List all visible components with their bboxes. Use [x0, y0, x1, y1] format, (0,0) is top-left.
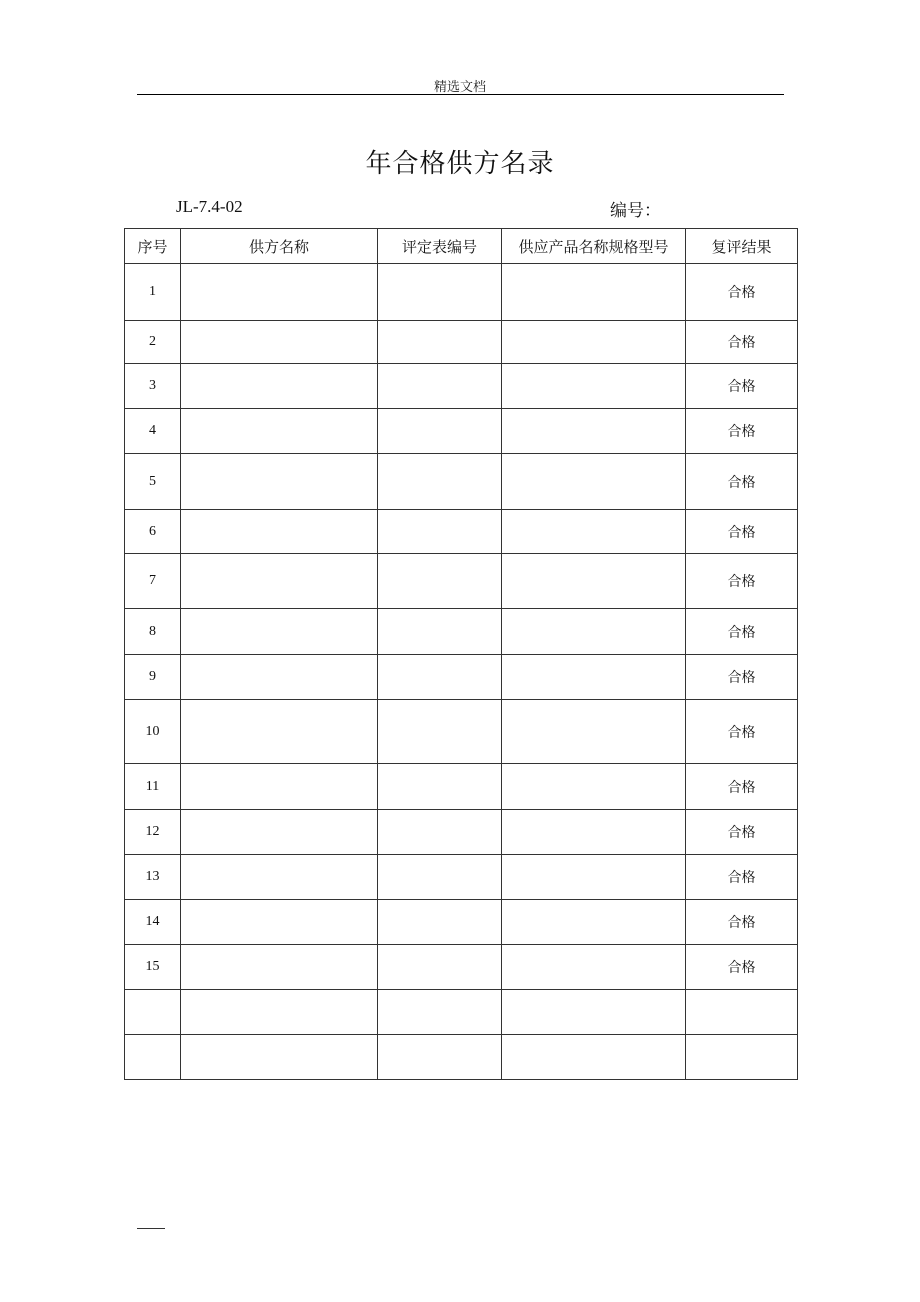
cell-seq: 10 — [125, 700, 181, 764]
cell-evaluation-no — [378, 855, 502, 900]
cell-product-spec — [502, 264, 686, 321]
table-row — [125, 700, 798, 764]
cell-review-result: 合格 — [686, 321, 798, 364]
cell-seq: 12 — [125, 810, 181, 855]
table-row — [125, 990, 798, 1035]
cell-product-spec — [502, 1035, 686, 1080]
table-row — [125, 409, 798, 454]
table-row — [125, 554, 798, 609]
column-header-product-spec: 供应产品名称规格型号 — [502, 229, 686, 264]
cell-supplier-name — [181, 764, 378, 810]
column-header-supplier-name: 供方名称 — [181, 229, 378, 264]
table-row — [125, 510, 798, 554]
cell-review-result — [686, 1035, 798, 1080]
cell-evaluation-no — [378, 764, 502, 810]
cell-supplier-name — [181, 655, 378, 700]
cell-review-result: 合格 — [686, 810, 798, 855]
cell-supplier-name — [181, 810, 378, 855]
cell-review-result: 合格 — [686, 655, 798, 700]
cell-product-spec — [502, 609, 686, 655]
cell-product-spec — [502, 945, 686, 990]
cell-evaluation-no — [378, 409, 502, 454]
cell-review-result: 合格 — [686, 264, 798, 321]
table-row — [125, 855, 798, 900]
cell-seq: 5 — [125, 454, 181, 510]
cell-supplier-name — [181, 1035, 378, 1080]
cell-review-result: 合格 — [686, 454, 798, 510]
cell-seq: 7 — [125, 554, 181, 609]
cell-review-result: 合格 — [686, 409, 798, 454]
cell-seq: 11 — [125, 764, 181, 810]
cell-evaluation-no — [378, 810, 502, 855]
cell-seq: 1 — [125, 264, 181, 321]
cell-evaluation-no — [378, 454, 502, 510]
cell-review-result: 合格 — [686, 700, 798, 764]
cell-review-result: 合格 — [686, 510, 798, 554]
supplier-register-table — [124, 228, 798, 1080]
table-row — [125, 764, 798, 810]
column-header-evaluation-no: 评定表编号 — [378, 229, 502, 264]
cell-supplier-name — [181, 990, 378, 1035]
cell-review-result: 合格 — [686, 764, 798, 810]
cell-evaluation-no — [378, 510, 502, 554]
cell-supplier-name — [181, 554, 378, 609]
cell-product-spec — [502, 700, 686, 764]
cell-evaluation-no — [378, 554, 502, 609]
table-row — [125, 454, 798, 510]
cell-review-result: 合格 — [686, 900, 798, 945]
cell-product-spec — [502, 364, 686, 409]
cell-review-result: 合格 — [686, 855, 798, 900]
cell-supplier-name — [181, 945, 378, 990]
cell-evaluation-no — [378, 655, 502, 700]
cell-seq: 9 — [125, 655, 181, 700]
page-header-text: 精选文档 — [433, 80, 486, 95]
cell-seq: 13 — [125, 855, 181, 900]
cell-review-result: 合格 — [686, 609, 798, 655]
cell-supplier-name — [181, 264, 378, 321]
column-header-review-result: 复评结果 — [686, 229, 798, 264]
cell-evaluation-no — [378, 1035, 502, 1080]
cell-product-spec — [502, 321, 686, 364]
cell-seq: 15 — [125, 945, 181, 990]
cell-review-result: 合格 — [686, 554, 798, 609]
cell-evaluation-no — [378, 700, 502, 764]
cell-evaluation-no — [378, 321, 502, 364]
cell-evaluation-no — [378, 364, 502, 409]
cell-product-spec — [502, 554, 686, 609]
cell-supplier-name — [181, 700, 378, 764]
document-title: 年合格供方名录 — [365, 149, 555, 179]
cell-supplier-name — [181, 609, 378, 655]
column-header-seq: 序号 — [125, 229, 181, 264]
header-divider — [137, 94, 784, 95]
cell-supplier-name — [181, 855, 378, 900]
table-body — [125, 264, 798, 1080]
cell-product-spec — [502, 510, 686, 554]
form-code: JL-7.4-02 — [176, 197, 243, 216]
cell-seq — [125, 990, 181, 1035]
cell-evaluation-no — [378, 900, 502, 945]
cell-seq — [125, 1035, 181, 1080]
cell-evaluation-no — [378, 609, 502, 655]
cell-evaluation-no — [378, 264, 502, 321]
table-row — [125, 655, 798, 700]
cell-supplier-name — [181, 409, 378, 454]
footer-mark — [137, 1228, 165, 1229]
cell-evaluation-no — [378, 990, 502, 1035]
cell-review-result: 合格 — [686, 945, 798, 990]
cell-review-result — [686, 990, 798, 1035]
table-row — [125, 364, 798, 409]
cell-supplier-name — [181, 321, 378, 364]
cell-review-result: 合格 — [686, 364, 798, 409]
cell-evaluation-no — [378, 945, 502, 990]
cell-product-spec — [502, 655, 686, 700]
cell-supplier-name — [181, 510, 378, 554]
cell-product-spec — [502, 990, 686, 1035]
document-number-label: 编号： — [610, 201, 661, 221]
cell-product-spec — [502, 764, 686, 810]
table-row — [125, 900, 798, 945]
cell-supplier-name — [181, 900, 378, 945]
table-row — [125, 264, 798, 321]
cell-product-spec — [502, 810, 686, 855]
table-row — [125, 1035, 798, 1080]
table-row — [125, 609, 798, 655]
cell-product-spec — [502, 900, 686, 945]
table-row — [125, 945, 798, 990]
cell-seq: 8 — [125, 609, 181, 655]
cell-product-spec — [502, 855, 686, 900]
cell-seq: 2 — [125, 321, 181, 364]
cell-seq: 4 — [125, 409, 181, 454]
cell-seq: 14 — [125, 900, 181, 945]
table-header-row — [125, 229, 798, 264]
cell-product-spec — [502, 454, 686, 510]
table-row — [125, 810, 798, 855]
cell-supplier-name — [181, 364, 378, 409]
cell-product-spec — [502, 409, 686, 454]
cell-supplier-name — [181, 454, 378, 510]
cell-seq: 3 — [125, 364, 181, 409]
table-row — [125, 321, 798, 364]
cell-seq: 6 — [125, 510, 181, 554]
